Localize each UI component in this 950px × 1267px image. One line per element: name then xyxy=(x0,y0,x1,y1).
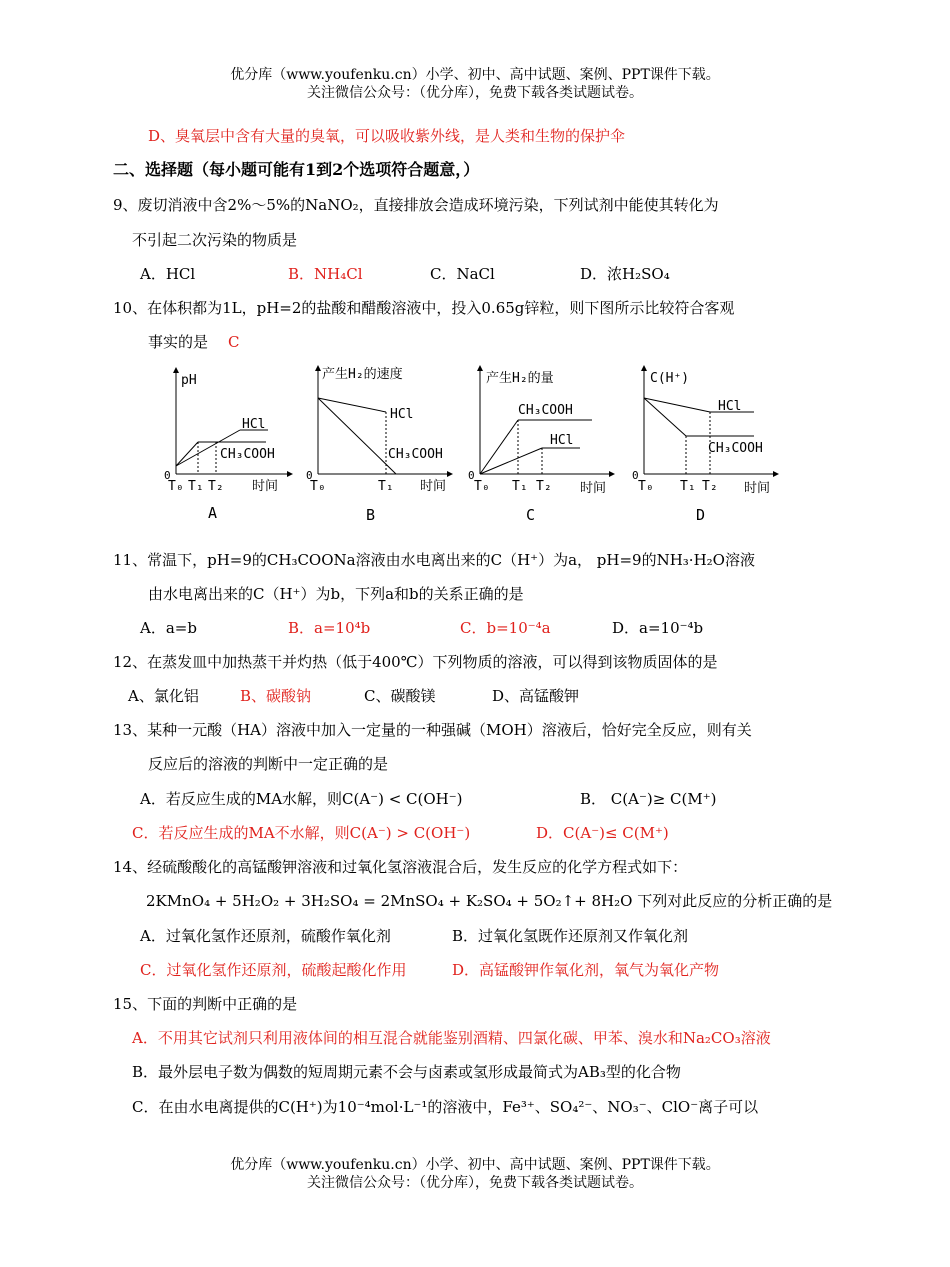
q9-option-c: C．NaCl xyxy=(430,265,495,283)
q14-option-d: D．高锰酸钾作氧化剂，氧气为氧化产物 xyxy=(452,961,720,979)
q9-line-1: 9、废切消液中含2%～5%的NaNO₂，直接排放会造成环境污染，下列试剂中能使其转化为 xyxy=(113,196,719,214)
prev-option-d: D、臭氧层中含有大量的臭氧，可以吸收紫外线，是人类和生物的保护伞 xyxy=(148,127,626,145)
graph-a-tick-t1: T₁ xyxy=(188,479,204,494)
graph-d xyxy=(626,362,786,536)
graph-a-tick-time: 时间 xyxy=(252,479,279,494)
graph-b-tick-time: 时间 xyxy=(420,479,447,494)
graph-c-caption: C xyxy=(526,506,536,524)
graph-b-curve-ch3cooh: CH₃COOH xyxy=(388,447,443,462)
q9-line-2: 不引起二次污染的物质是 xyxy=(132,231,298,249)
graph-a-caption: A xyxy=(208,504,218,522)
graph-d-curve-ch3cooh: CH₃COOH xyxy=(708,441,763,456)
q14-option-b: B．过氧化氢既作还原剂又作氧化剂 xyxy=(452,927,689,945)
q13-option-a: A．若反应生成的MA水解，则C(A⁻) < C(OH⁻) xyxy=(140,790,463,808)
graph-b-curve-hcl: HCl xyxy=(390,407,414,422)
graph-d-tick-time: 时间 xyxy=(744,481,771,496)
graph-c-tick-t1: T₁ xyxy=(512,479,528,494)
q13-option-b: B． C(A⁻)≥ C(M⁺) xyxy=(580,790,717,808)
graph-d-tick-t0: T₀ xyxy=(638,479,654,494)
header-line-2: 关注微信公众号：（优分库），免费下载各类试题试卷。 xyxy=(307,85,643,101)
graph-a-curve-hcl: HCl xyxy=(242,417,266,432)
q15-option-b: B．最外层电子数为偶数的短周期元素不会与卤素或氢形成最简式为AB₃型的化合物 xyxy=(132,1063,681,1081)
header-line-1: 优分库（www.youfenku.cn）小学、初中、高中试题、案例、PPT课件下载。 xyxy=(230,67,720,83)
graph-c-tick-time: 时间 xyxy=(580,481,607,496)
q15-option-a: A．不用其它试剂只利用液体间的相互混合就能鉴别酒精、四氯化碳、甲苯、溴水和Na₂CO₃溶液 xyxy=(132,1029,771,1047)
graph-d-ylabel: C(H⁺) xyxy=(650,371,690,386)
q11-option-b: B．a=10⁴b xyxy=(288,619,371,637)
q13-line-1: 13、某种一元酸（HA）溶液中加入一定量的一种强碱（MOH）溶液后，恰好完全反应，则有关 xyxy=(113,721,752,739)
graph-a-origin: 0 xyxy=(164,469,171,482)
graph-d-tick-t1: T₁ xyxy=(680,479,696,494)
q13-option-c: C．若反应生成的MA不水解，则C(A⁻) > C(OH⁻) xyxy=(132,824,471,842)
graph-b-origin: 0 xyxy=(306,469,313,482)
graph-c-ylabel: 产生H₂的量 xyxy=(486,371,554,386)
q15-line-1: 15、下面的判断中正确的是 xyxy=(113,995,298,1013)
graph-a-ylabel: pH xyxy=(181,373,197,388)
q9-option-d: D．浓H₂SO₄ xyxy=(580,265,670,283)
graph-b xyxy=(300,362,460,536)
q14-line-1: 14、经硫酸酸化的高锰酸钾溶液和过氧化氢溶液混合后，发生反应的化学方程式如下： xyxy=(113,858,688,876)
q11-line-1: 11、常温下，pH=9的CH₃COONa溶液由水电离出来的C（H⁺）为a， pH=9的NH₃·H₂O溶液 xyxy=(113,551,755,569)
graph-a-tick-t0: T₀ xyxy=(168,479,184,494)
graph-b-tick-t1: T₁ xyxy=(378,479,394,494)
graph-c xyxy=(462,362,622,536)
graph-b-ylabel: 产生H₂的速度 xyxy=(322,367,403,382)
footer-line-1: 优分库（www.youfenku.cn）小学、初中、高中试题、案例、PPT课件下载。 xyxy=(230,1157,720,1173)
q13-line-2: 反应后的溶液的判断中一定正确的是 xyxy=(148,755,389,773)
q15-option-c: C．在由水电离提供的C(H⁺)为10⁻⁴mol·L⁻¹的溶液中，Fe³⁺、SO₄²⁻、NO₃⁻、ClO⁻离子可以 xyxy=(132,1098,759,1116)
q11-option-d: D．a=10⁻⁴b xyxy=(612,619,704,637)
q12-option-a: A、氯化铝 xyxy=(128,687,199,705)
graph-c-curve-ch3cooh: CH₃COOH xyxy=(518,403,573,418)
graph-d-origin: 0 xyxy=(632,469,639,482)
footer-line-2: 关注微信公众号：（优分库），免费下载各类试题试卷。 xyxy=(307,1175,643,1191)
graph-c-tick-t2: T₂ xyxy=(536,479,552,494)
q12-option-c: C、碳酸镁 xyxy=(364,687,436,705)
q10-line-1: 10、在体积都为1L，pH=2的盐酸和醋酸溶液中，投入0.65g锌粒，则下图所示比较符合客观 xyxy=(113,299,735,317)
q12-line-1: 12、在蒸发皿中加热蒸干并灼热（低于400℃）下列物质的溶液，可以得到该物质固体的是 xyxy=(113,653,718,671)
q10-line-2: 事实的是 xyxy=(148,333,209,351)
q9-option-b: B．NH₄Cl xyxy=(288,265,363,283)
q11-option-c: C．b=10⁻⁴a xyxy=(460,619,551,637)
q9-option-a: A．HCl xyxy=(140,265,196,283)
graph-c-curve-hcl: HCl xyxy=(550,433,574,448)
graph-d-caption: D xyxy=(696,506,706,524)
graph-a xyxy=(158,362,298,536)
q14-line-2: 2KMnO₄ + 5H₂O₂ + 3H₂SO₄ = 2MnSO₄ + K₂SO₄ + 5O₂↑+ 8H₂O 下列对此反应的分析正确的是 xyxy=(146,892,833,910)
q14-option-c: C．过氧化氢作还原剂，硫酸起酸化作用 xyxy=(140,961,407,979)
q11-line-2: 由水电离出来的C（H⁺）为b，下列a和b的关系正确的是 xyxy=(148,585,524,603)
q10-answer: C xyxy=(228,333,240,351)
graph-c-origin: 0 xyxy=(468,469,475,482)
graph-a-curve-ch3cooh: CH₃COOH xyxy=(220,447,275,462)
q12-option-b: B、碳酸钠 xyxy=(240,687,312,705)
graph-c-tick-t0: T₀ xyxy=(474,479,490,494)
q13-option-d: D．C(A⁻)≤ C(M⁺) xyxy=(536,824,669,842)
q11-option-a: A．a=b xyxy=(140,619,197,637)
graph-d-curve-hcl: HCl xyxy=(718,399,742,414)
section-title: 二、选择题（每小题可能有1到2个选项符合题意，） xyxy=(113,160,480,179)
q14-option-a: A．过氧化氢作还原剂，硫酸作氧化剂 xyxy=(140,927,391,945)
graph-b-caption: B xyxy=(366,506,376,524)
graph-b-tick-t0: T₀ xyxy=(310,479,326,494)
graph-a-tick-t2: T₂ xyxy=(208,479,224,494)
q12-option-d: D、高锰酸钾 xyxy=(492,687,580,705)
graph-d-tick-t2: T₂ xyxy=(702,479,718,494)
